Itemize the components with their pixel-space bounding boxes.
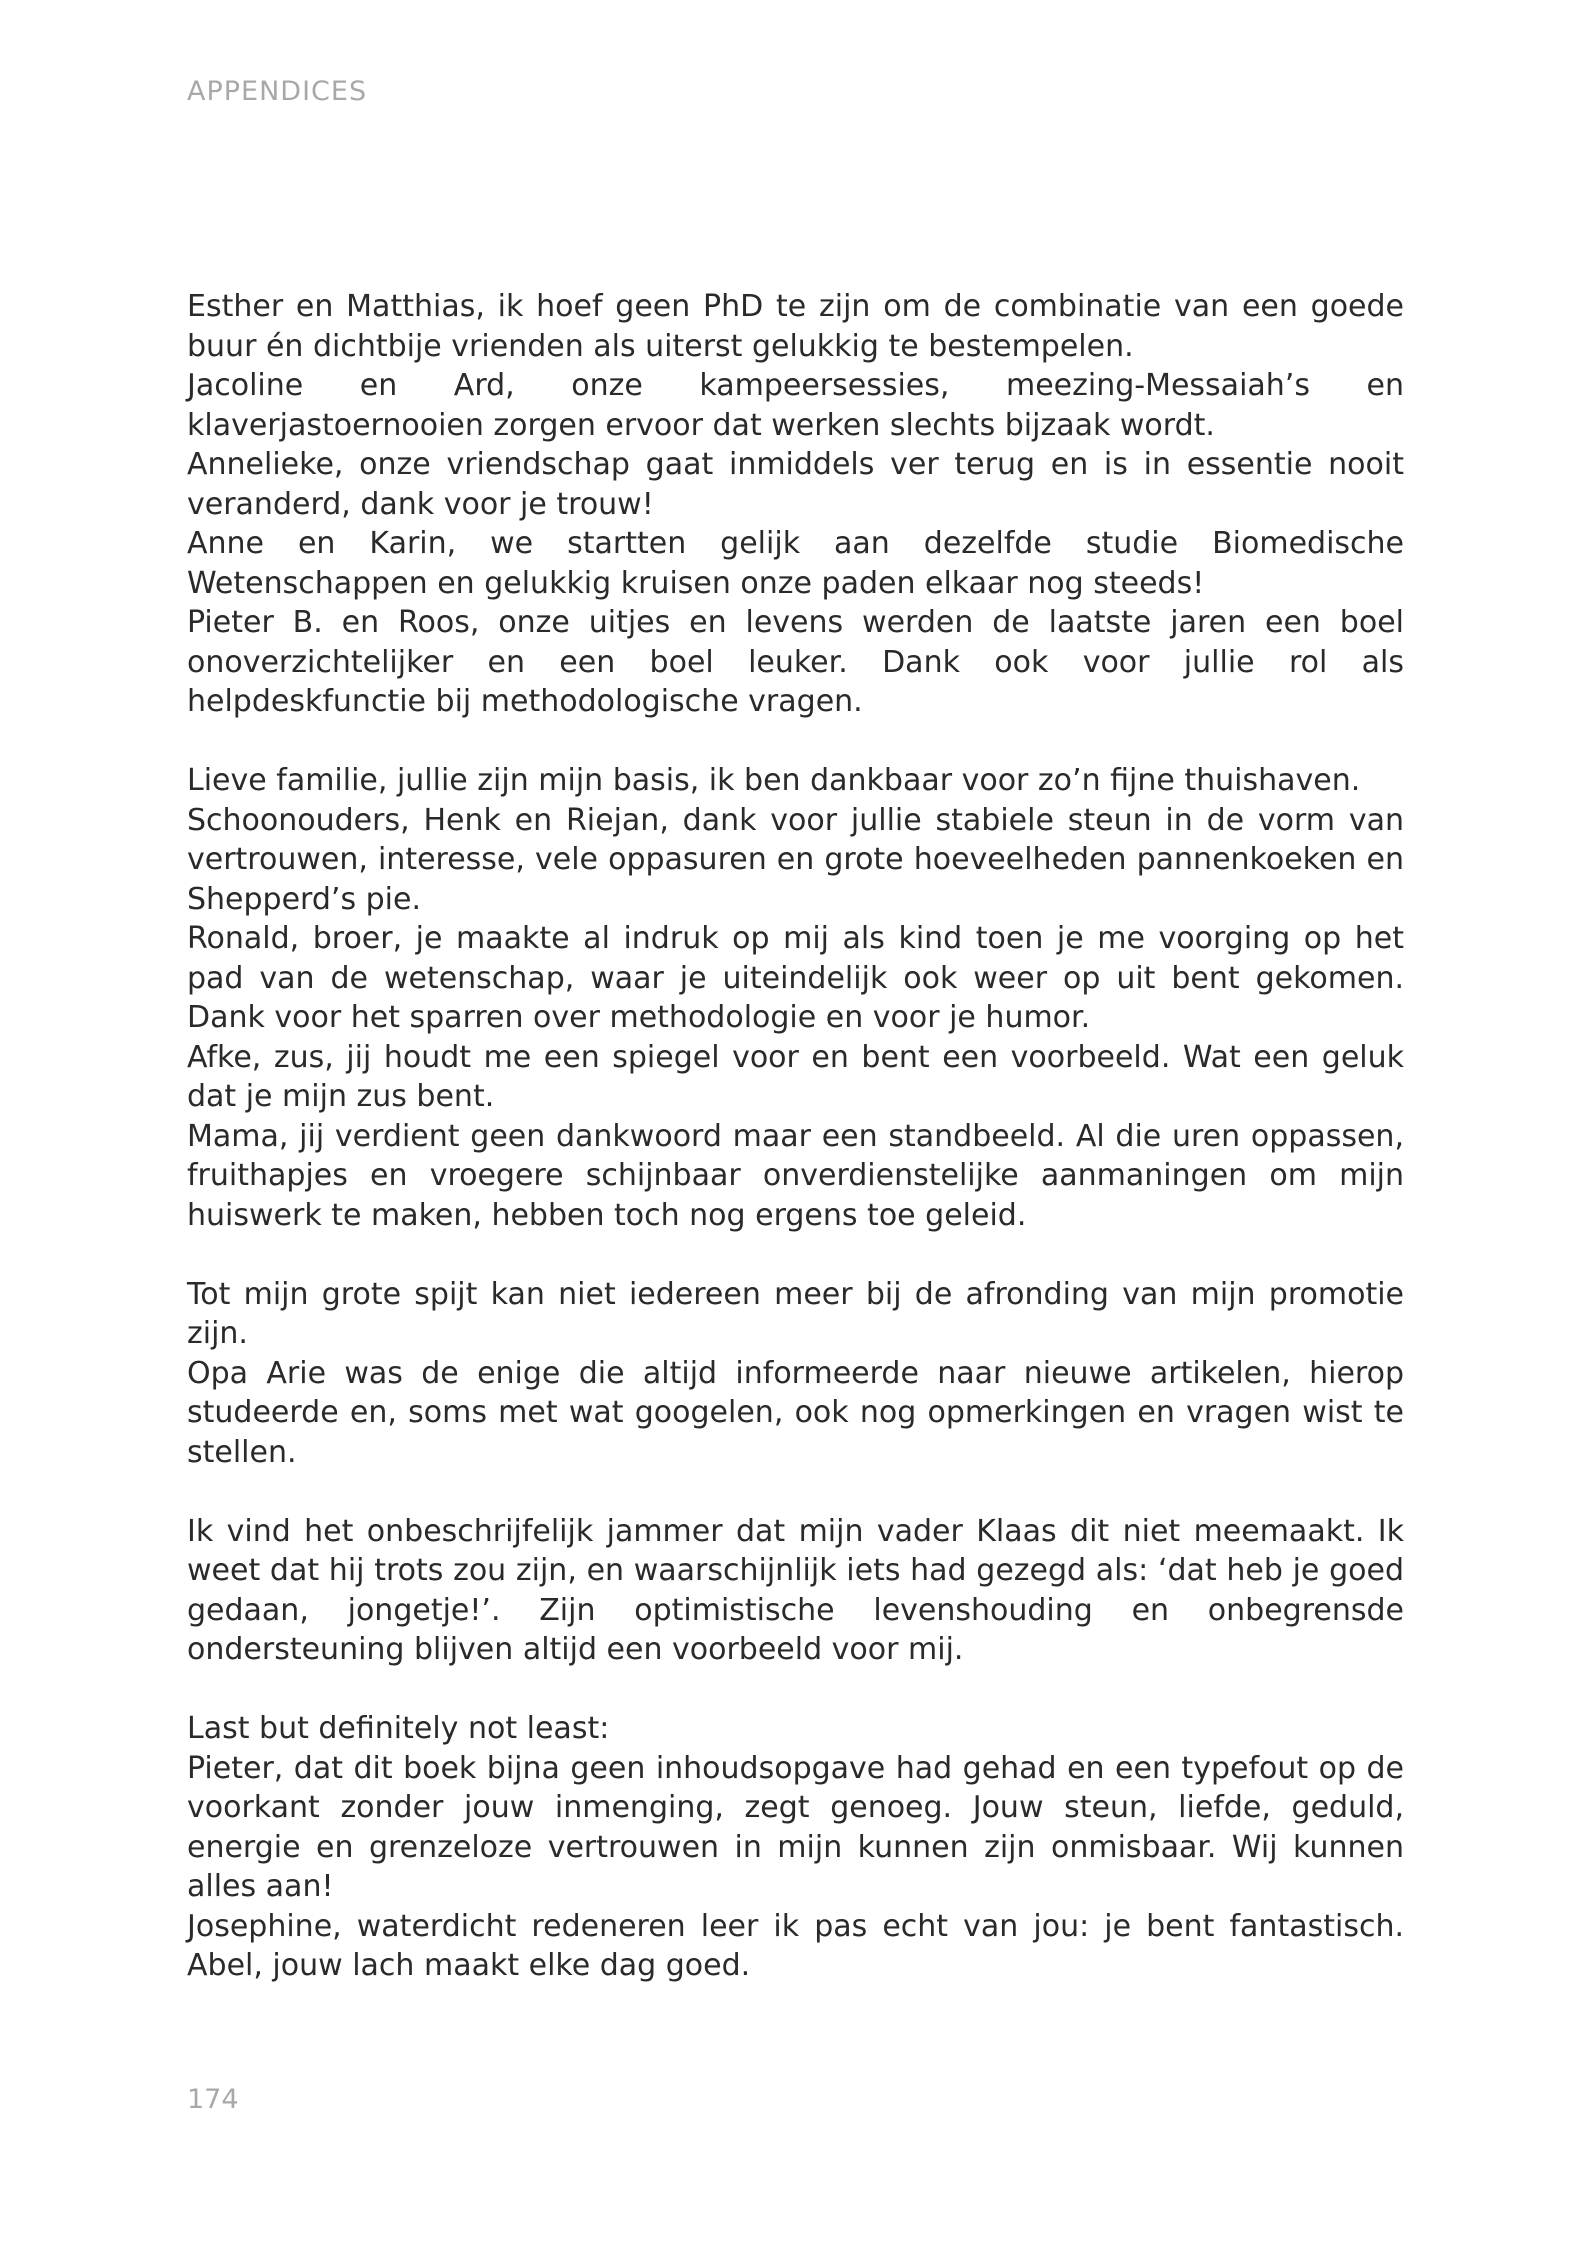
paragraph: Josephine, waterdicht redeneren leer ik pas echt van jou: je bent fantastisch. Abel, jouw lach maakt elke dag goed. (187, 1908, 1404, 1983)
paragraph: Anne en Karin, we startten gelijk aan dezelfde studie Biomedische Wetenschappen en gelukkig kruisen onze paden elkaar nog steeds! (187, 526, 1404, 601)
paragraph: Lieve familie, jullie zijn mijn basis, ik ben dankbaar voor zo’n fijne thuishaven. (187, 763, 1361, 798)
paragraph: Tot mijn grote spijt kan niet iedereen meer bij de afronding van mijn promotie zijn. (187, 1276, 1404, 1351)
paragraph-gap (187, 1670, 1404, 1710)
paragraph: Schoonouders, Henk en Riejan, dank voor jullie stabiele steun in de vorm van vertrouwen, interesse, vele oppasuren en grote hoeveelheden pannenkoeken en Shepperd’s pie. (187, 802, 1404, 917)
paragraph: Mama, jij verdient geen dankwoord maar een standbeeld. Al die uren oppassen, fruithapjes en vroegere schijnbaar onverdienstelijke aanmaningen om mijn huiswerk te maken, hebben toch nog ergens toe geleid. (187, 1118, 1404, 1233)
paragraph: Pieter, dat dit boek bijna geen inhoudsopgave had gehad en een typefout op de voorkant zonder jouw inmenging, zegt genoeg. Jouw steun, liefde, geduld, energie en grenzeloze vertrouwen in mijn kunnen zijn onmisbaar. Wij kunnen alles aan! (187, 1750, 1404, 1904)
paragraph: Ronald, broer, je maakte al indruk op mij als kind toen je me voorging op het pad van de wetenschap, waar je uiteindelijk ook weer op uit bent gekomen. Dank voor het sparren over methodologie en voor je humor. (187, 921, 1404, 1035)
paragraph: Afke, zus, jij houdt me een spiegel voor en bent een voorbeeld. Wat een geluk dat je mijn zus bent. (187, 1039, 1404, 1114)
paragraph: Jacoline en Ard, onze kampeersessies, meezing-Messaiah’s en klaverjastoernooien zorgen ervoor dat werken slechts bijzaak wordt. (187, 368, 1404, 443)
paragraph: Pieter B. en Roos, onze uitjes en levens werden de laatste jaren een boel onoverzichtelijker en een boel leuker. Dank ook voor jullie rol als helpdeskfunctie bij methodologische vragen. (187, 605, 1404, 719)
paragraph: Annelieke, onze vriendschap gaat inmiddels ver terug en is in essentie nooit veranderd, dank voor je trouw! (187, 447, 1404, 522)
paragraph-gap (187, 1235, 1404, 1275)
page-number: 174 (187, 2084, 239, 2115)
paragraph: Last but definitely not least: (187, 1711, 610, 1746)
paragraph: Esther en Matthias, ik hoef geen PhD te zijn om de combinatie van een goede buur én dichtbije vrienden als uiterst gelukkig te bestempelen. (187, 289, 1404, 364)
paragraph-gap (187, 1472, 1404, 1512)
paragraph: Opa Arie was de enige die altijd informeerde naar nieuwe artikelen, hierop studeerde en, soms met wat googelen, ook nog opmerkingen en vragen wist te stellen. (187, 1355, 1404, 1470)
paragraph: Ik vind het onbeschrijfelijk jammer dat mijn vader Klaas dit niet meemaakt. Ik weet dat hij trots zou zijn, en waarschijnlijk iets had gezegd als: ‘dat heb je goed gedaan, jongetje!’. Zijn optimistische levenshouding en onbegrensde ondersteuning blijven altijd een voorbeeld voor mij. (187, 1513, 1404, 1667)
acknowledgements-body (187, 287, 1404, 1986)
paragraph-gap (187, 722, 1404, 762)
running-header: APPENDICES (187, 76, 368, 107)
